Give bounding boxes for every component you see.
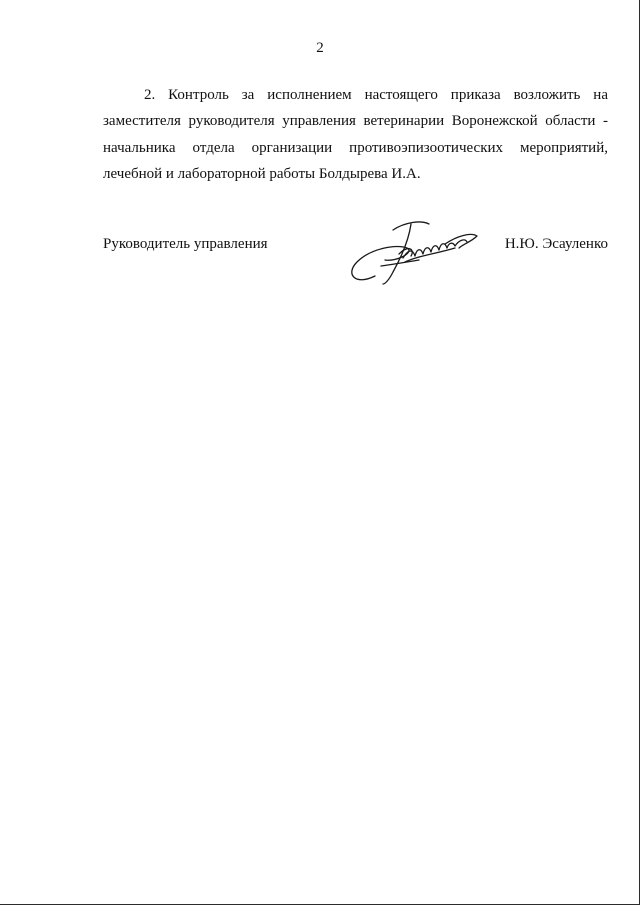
paragraph-line-4: лечебной и лабораторной работы Болдырева И.А. xyxy=(103,165,421,182)
signatory-name: Н.Ю. Эсауленко xyxy=(504,236,608,252)
paragraph-line-3: начальника отдела организации противоэпизоотических мероприятий, xyxy=(103,139,608,156)
order-paragraph xyxy=(103,82,608,187)
paragraph-line-2: заместителя руководителя управления ветеринарии Воронежской области - xyxy=(103,113,608,130)
signatory-title: Руководитель управления xyxy=(103,236,268,252)
signature-block xyxy=(103,212,608,292)
paragraph-line-1: 2. Контроль за исполнением настоящего приказа возложить на xyxy=(144,87,608,103)
page-number: 2 xyxy=(316,40,324,56)
handwritten-signature-icon xyxy=(345,214,485,286)
